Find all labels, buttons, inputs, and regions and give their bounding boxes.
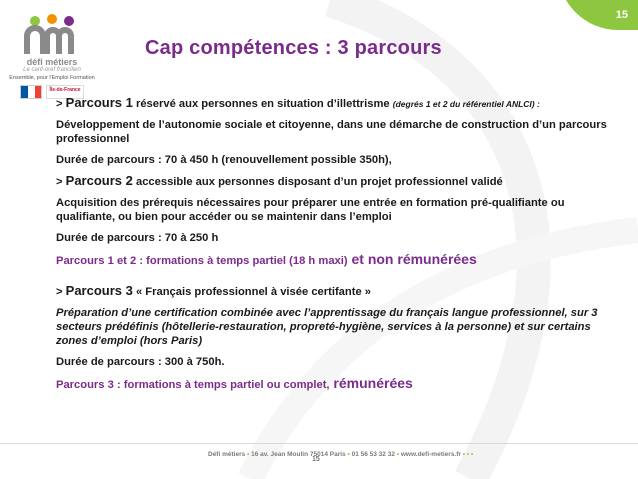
logo-name: défi métiers	[26, 57, 78, 67]
note12-text: Parcours 1 et 2 : formations à temps partiel (18 h maxi)	[56, 255, 348, 267]
french-flag-icon	[20, 85, 42, 99]
parcours3-duration: Durée de parcours : 300 à 750h.	[56, 356, 225, 368]
parcours2-text: accessible aux personnes disposant d’un projet professionnel validé	[132, 176, 503, 188]
footer-website-link[interactable]: www.defi-metiers.fr	[400, 451, 461, 458]
footer-org: Défi métiers	[208, 451, 246, 458]
footer-address: 16 av. Jean Moulin 75014 Paris	[251, 451, 346, 458]
parcours2-description: Acquisition des prérequis nécessaires pour préparer une entrée en formation pré-qualifiante ou qualifiante, ou bien pour accéder ou se maintenir dans l’emploi	[56, 197, 565, 223]
parcours1-description: Développement de l’autonomie sociale et citoyenne, dans une démarche de construction d’un parcours professionnel	[56, 119, 607, 145]
parcours3-label: Parcours 3	[65, 283, 133, 298]
dm-logo-icon	[23, 14, 81, 56]
note12-emphasis: et non rémunérées	[347, 251, 477, 267]
parcours2-duration: Durée de parcours : 70 à 250 h	[56, 232, 219, 244]
parcours2-label: Parcours 2	[65, 173, 133, 188]
arrow-marker: >	[56, 98, 63, 110]
logo	[6, 14, 98, 99]
footer-page-number: 15	[312, 456, 320, 463]
footer-separator: •	[396, 451, 400, 458]
footer-dots: • • •	[462, 451, 474, 458]
content-body	[56, 96, 616, 392]
parcours1-heading	[56, 96, 616, 111]
logo-tagline: Le carif-oref francilien	[23, 67, 81, 73]
parcours1-2-note	[56, 252, 616, 268]
page-title: Cap compétences : 3 parcours	[145, 37, 442, 59]
footer-divider	[0, 443, 638, 444]
page-number: 15	[615, 9, 628, 21]
footer	[208, 451, 473, 458]
parcours3-heading	[56, 284, 616, 299]
parcours3-description: Préparation d’une certification combinée avec l’apprentissage du français langue professionnel, sur 3 secteurs prédéfinis (hôtellerie-restauration, propreté-hygiène, services à la personne) et sur certains zones d’emploi (hors Paris)	[56, 307, 598, 347]
parcours3-text: « Français professionnel à visée certifante »	[132, 286, 372, 298]
note3-text: Parcours 3 : formations à temps partiel ou complet,	[56, 379, 330, 391]
parcours1-duration: Durée de parcours : 70 à 450 h (renouvellement possible 350h),	[56, 154, 392, 166]
footer-separator: •	[347, 451, 350, 458]
footer-separator: •	[247, 451, 250, 458]
parcours2-heading	[56, 174, 616, 189]
parcours1-text: réservé aux personnes en situation d’illettrisme	[132, 98, 393, 110]
footer-phone: 01 56 53 32 32	[351, 451, 395, 458]
logo-subtitle: Ensemble, pour l'Emploi Formation	[9, 75, 95, 81]
arrow-marker: >	[56, 176, 63, 188]
arrow-marker: >	[56, 286, 63, 298]
partner-badge: Île-de-France	[46, 85, 83, 99]
parcours3-note	[56, 376, 616, 392]
parcours1-note: (degrés 1 et 2 du référentiel ANLCI) :	[392, 99, 540, 109]
parcours1-label: Parcours 1	[65, 95, 133, 110]
note3-emphasis: rémunérées	[329, 375, 413, 391]
